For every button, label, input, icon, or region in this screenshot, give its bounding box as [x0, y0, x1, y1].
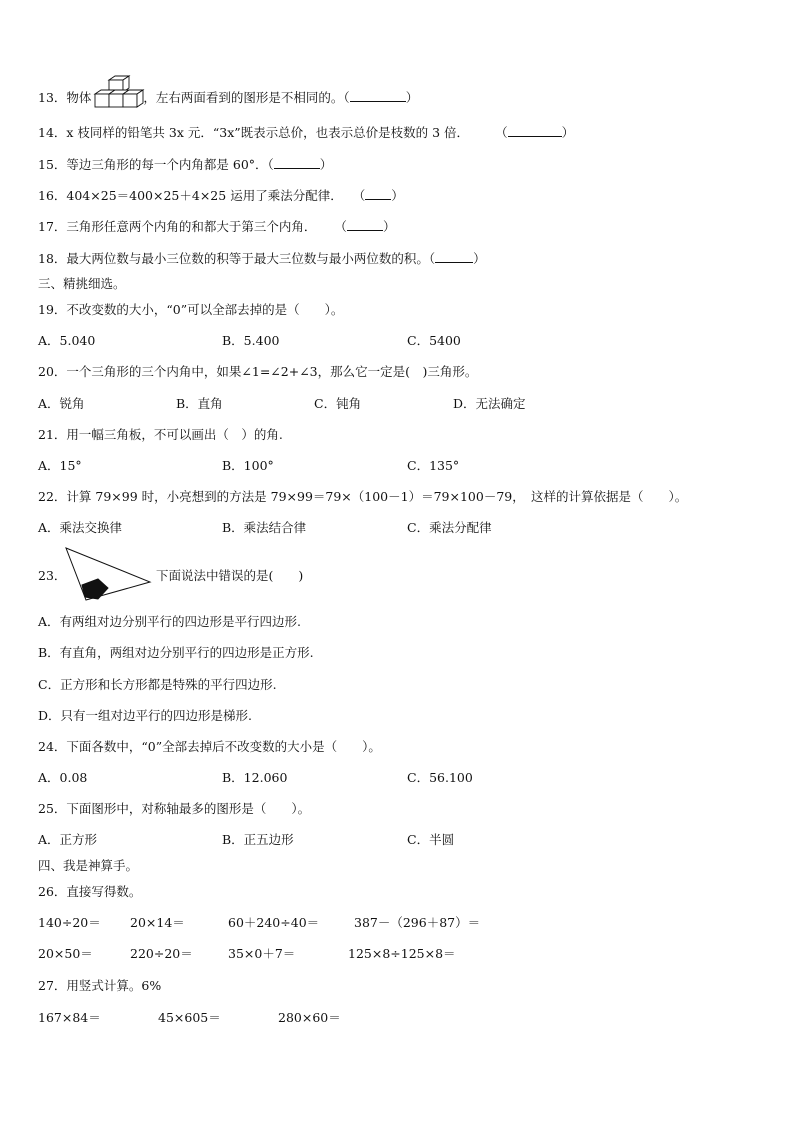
- question-13: 13．物体 ，左右两面看到的图形是不相同的。（ ）: [38, 90, 419, 105]
- option-20-b[interactable]: B．直角: [176, 396, 223, 411]
- calc-26-7: 35×0＋7＝: [228, 946, 296, 961]
- option-24-c[interactable]: C．56.100: [407, 770, 473, 785]
- calc-27-1: 167×84＝: [38, 1010, 101, 1025]
- question-19: 19．不改变数的大小，“0”可以全部去掉的是（ ）。: [38, 302, 344, 317]
- option-20-a[interactable]: A．锐角: [38, 396, 85, 411]
- option-23-a[interactable]: A．有两组对边分别平行的四边形是平行四边形.: [38, 614, 302, 629]
- question-26: 26．直接写得数。: [38, 884, 142, 899]
- option-25-a[interactable]: A．正方形: [38, 832, 98, 847]
- question-14: 14．x 枝同样的铅笔共 3x 元．“3x”既表示总价，也表示总价是枝数的 3 倍． （ ）: [38, 125, 575, 140]
- calc-26-8: 125×8÷125×8＝: [348, 946, 456, 961]
- option-22-c[interactable]: C．乘法分配律: [407, 520, 492, 535]
- question-18-text: 18．最大两位数与最小三位数的积等于最大三位数与最小两位数的积。（: [38, 251, 436, 266]
- option-23-d[interactable]: D．只有一组对边平行的四边形是梯形.: [38, 708, 252, 723]
- option-25-b[interactable]: B．正五边形: [222, 832, 294, 847]
- question-23-number: 23．: [38, 568, 67, 583]
- question-15-text: 15．等边三角形的每一个内角都是 60°．（: [38, 157, 274, 172]
- answer-blank-14[interactable]: [508, 124, 562, 137]
- option-22-b[interactable]: B．乘法结合律: [222, 520, 307, 535]
- answer-blank-13[interactable]: [350, 89, 406, 102]
- question-24: 24．下面各数中，“0”全部去掉后不改变数的大小是（ ）。: [38, 739, 381, 754]
- question-14-text: 14．x 枝同样的铅笔共 3x 元．“3x”既表示总价，也表示总价是枝数的 3 倍．: [38, 125, 470, 140]
- option-23-c[interactable]: C．正方形和长方形都是特殊的平行四边形.: [38, 677, 277, 692]
- question-27: 27．用竖式计算。6%: [38, 978, 162, 993]
- option-21-b[interactable]: B．100°: [222, 458, 274, 473]
- option-24-a[interactable]: A．0.08: [38, 770, 88, 785]
- question-18: 18．最大两位数与最小三位数的积等于最大三位数与最小两位数的积。（ ）: [38, 251, 486, 266]
- option-22-a[interactable]: A．乘法交换律: [38, 520, 123, 535]
- option-23-b[interactable]: B．有直角，两组对边分别平行的四边形是正方形.: [38, 645, 314, 660]
- question-17: 17．三角形任意两个内角的和都大于第三个内角． （ ）: [38, 219, 396, 234]
- option-21-a[interactable]: A．15°: [38, 458, 82, 473]
- question-13-prefix: 物体: [66, 90, 92, 105]
- question-17-text: 17．三角形任意两个内角的和都大于第三个内角．: [38, 219, 317, 234]
- section-3-heading: 三、精挑细选。: [38, 276, 126, 291]
- calc-26-5: 20×50＝: [38, 946, 93, 961]
- triangle-ruler-figure: [64, 546, 154, 602]
- answer-blank-16[interactable]: [365, 187, 391, 200]
- option-19-c[interactable]: C．5400: [407, 333, 461, 348]
- answer-blank-17[interactable]: [347, 218, 383, 231]
- option-21-c[interactable]: C．135°: [407, 458, 460, 473]
- option-20-d[interactable]: D．无法确定: [453, 396, 526, 411]
- cube-stack-figure: [95, 76, 149, 110]
- answer-blank-15[interactable]: [274, 156, 320, 169]
- question-13-text: ，左右两面看到的图形是不相同的。（: [143, 90, 350, 105]
- calc-26-3: 60＋240÷40＝: [228, 915, 320, 930]
- section-4-heading: 四、我是神算手。: [38, 858, 139, 873]
- calc-27-3: 280×60＝: [278, 1010, 341, 1025]
- question-23-text: 下面说法中错误的是( ): [156, 568, 304, 583]
- option-19-b[interactable]: B．5.400: [222, 333, 280, 348]
- option-19-a[interactable]: A．5.040: [38, 333, 96, 348]
- question-22: 22．计算 79×99 时，小亮想到的方法是 79×99＝79×（100－1）＝79×100－79， 这样的计算依据是（ ）。: [38, 489, 688, 504]
- answer-blank-18[interactable]: [435, 250, 473, 263]
- question-16-text: 16．404×25＝400×25＋4×25 运用了乘法分配律．: [38, 188, 343, 203]
- question-20: 20．一个三角形的三个内角中，如果∠1=∠2+∠3，那么它一定是( )三角形。: [38, 364, 478, 379]
- calc-26-1: 140÷20＝: [38, 915, 101, 930]
- question-25: 25．下面图形中，对称轴最多的图形是（ ）。: [38, 801, 311, 816]
- calc-26-2: 20×14＝: [130, 915, 185, 930]
- option-24-b[interactable]: B．12.060: [222, 770, 288, 785]
- calc-26-4: 387－（296＋87）＝: [354, 915, 481, 930]
- question-21: 21．用一幅三角板，不可以画出（ ）的角.: [38, 427, 283, 442]
- question-13-number: 13．: [38, 90, 67, 105]
- calc-27-2: 45×605＝: [158, 1010, 221, 1025]
- option-25-c[interactable]: C．半圆: [407, 832, 455, 847]
- question-16: 16．404×25＝400×25＋4×25 运用了乘法分配律． （ ）: [38, 188, 404, 203]
- calc-26-6: 220÷20＝: [130, 946, 193, 961]
- question-15: 15．等边三角形的每一个内角都是 60°．（ ）: [38, 157, 333, 172]
- option-20-c[interactable]: C．钝角: [314, 396, 362, 411]
